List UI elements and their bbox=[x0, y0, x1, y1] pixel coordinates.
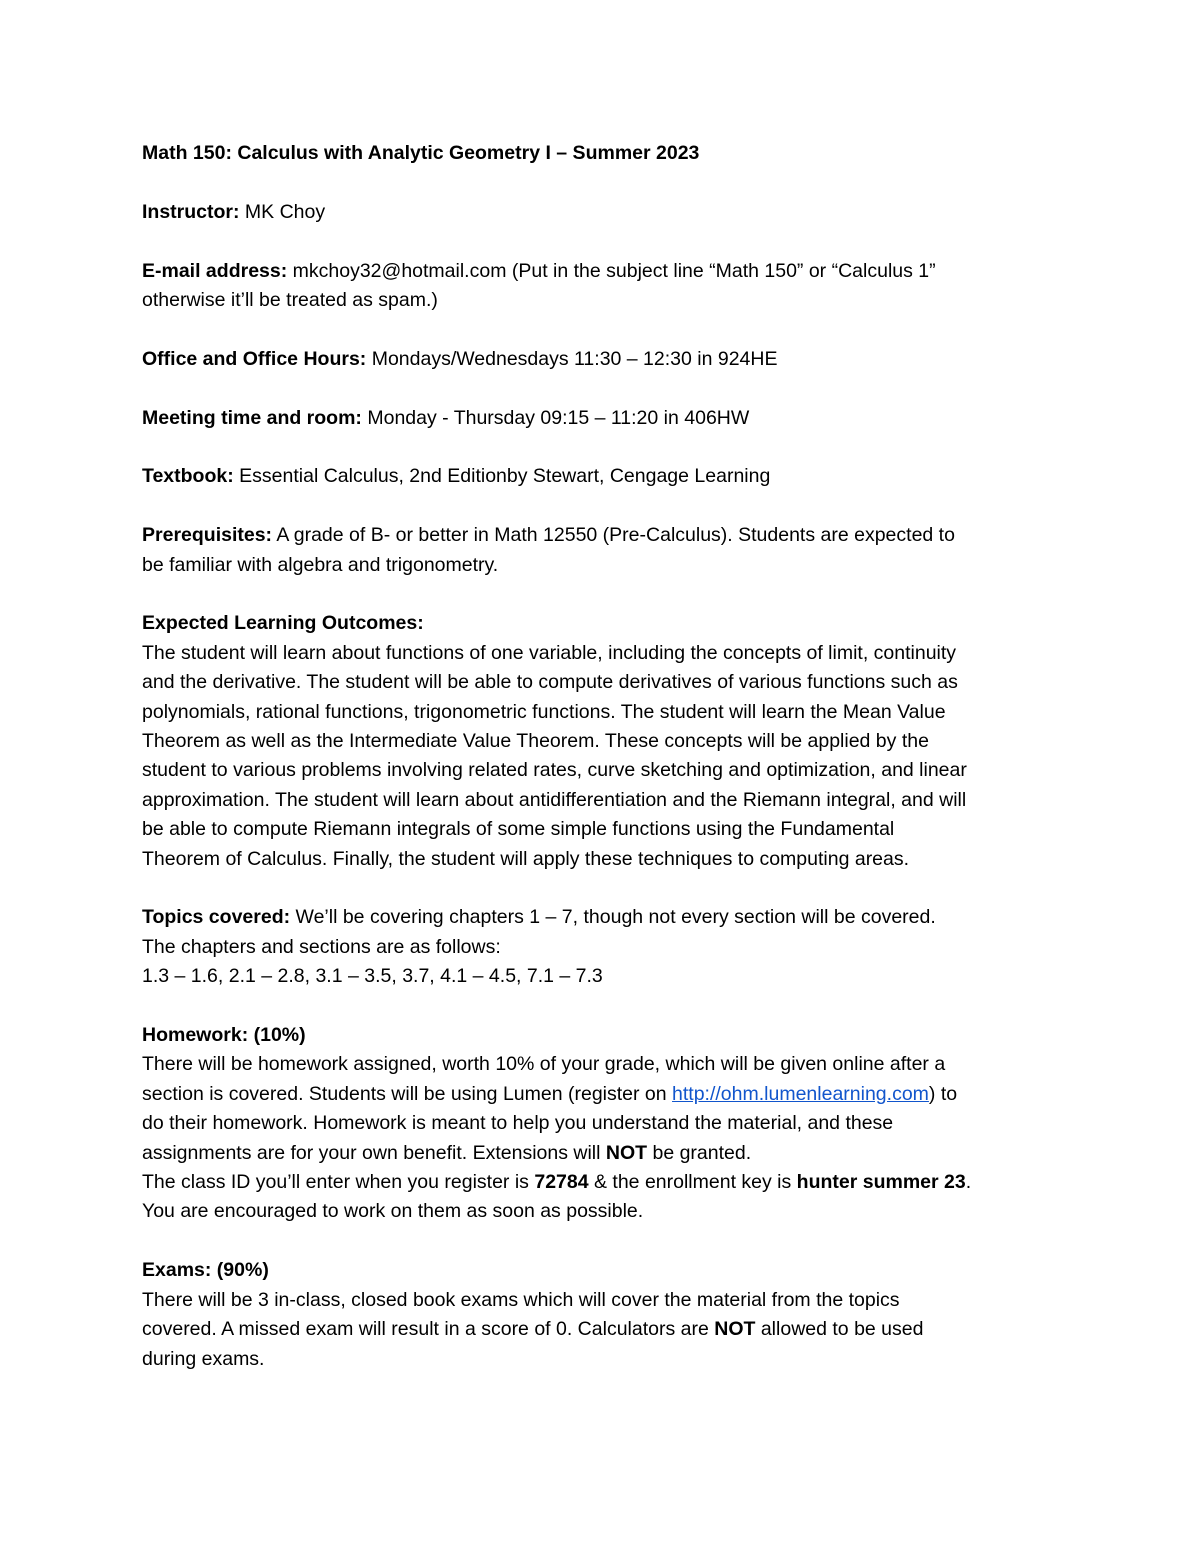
office-label: Office and Office Hours: bbox=[142, 347, 367, 370]
exams-line2-post: allowed to be used bbox=[755, 1318, 924, 1341]
instructor-label: Instructor: bbox=[142, 200, 240, 223]
homework-line1: There will be homework assigned, worth 10% of your grade, which will be given online after a bbox=[142, 1053, 946, 1076]
homework-line5-post: . bbox=[965, 1171, 972, 1194]
prerequisites-label: Prerequisites: bbox=[142, 524, 273, 547]
outcomes-line: student to various problems involving related rates, curve sketching and optimization, and linear bbox=[142, 759, 967, 782]
homework-line6: You are encouraged to work on them as soon as possible. bbox=[142, 1200, 644, 1223]
email-value: mkchoy32@hotmail.com (Put in the subject line “Math 150” or “Calculus 1” bbox=[287, 259, 936, 282]
prerequisites-paragraph bbox=[142, 521, 1067, 580]
homework-paragraph bbox=[142, 1021, 1067, 1227]
homework-line4-post: be granted. bbox=[647, 1141, 752, 1164]
topics-value: We’ll be covering chapters 1 – 7, though not every section will be covered. bbox=[290, 906, 936, 929]
meeting-paragraph bbox=[142, 404, 1067, 433]
textbook-label: Textbook: bbox=[142, 465, 234, 488]
homework-line2-post: ) to bbox=[928, 1082, 958, 1105]
topics-paragraph bbox=[142, 903, 1067, 991]
outcomes-line: Theorem as well as the Intermediate Value Theorem. These concepts will be applied by the bbox=[142, 730, 929, 753]
exams-not-emphasis: NOT bbox=[714, 1318, 756, 1341]
homework-not-emphasis: NOT bbox=[605, 1141, 648, 1164]
exams-line2-pre: covered. A missed exam will result in a score of 0. Calculators are bbox=[142, 1318, 715, 1341]
homework-line3: do their homework. Homework is meant to help you understand the material, and these bbox=[142, 1112, 894, 1135]
email-label: E-mail address: bbox=[142, 259, 288, 282]
outcomes-line: approximation. The student will learn about antidifferentiation and the Riemann integral, and will bbox=[142, 788, 967, 811]
homework-heading: Homework: (10%) bbox=[142, 1024, 306, 1047]
exams-paragraph bbox=[142, 1256, 1067, 1374]
textbook-value: Essential Calculus, 2nd Editionby Stewart, Cengage Learning bbox=[233, 465, 771, 488]
homework-line5-mid: & the enrollment key is bbox=[588, 1171, 797, 1194]
outcomes-line: polynomials, rational functions, trigonometric functions. The student will learn the Mean Value bbox=[142, 700, 946, 723]
enrollment-key: hunter summer 23 bbox=[796, 1171, 966, 1194]
class-id: 72784 bbox=[534, 1171, 589, 1194]
office-paragraph bbox=[142, 345, 1067, 374]
exams-line1: There will be 3 in-class, closed book exams which will cover the material from the topics bbox=[142, 1288, 900, 1311]
syllabus-page bbox=[142, 139, 1067, 1403]
prerequisites-value-line2: be familiar with algebra and trigonometry. bbox=[142, 553, 499, 576]
email-value-line2: otherwise it’ll be treated as spam.) bbox=[142, 289, 438, 311]
outcomes-line: and the derivative. The student will be able to compute derivatives of various functions such as bbox=[142, 671, 958, 694]
office-value: Mondays/Wednesdays 11:30 – 12:30 in 924HE bbox=[366, 347, 778, 370]
lumen-link[interactable]: http://ohm.lumenlearning.com bbox=[672, 1082, 929, 1105]
outcomes-paragraph bbox=[142, 609, 1067, 874]
topics-sections: 1.3 – 1.6, 2.1 – 2.8, 3.1 – 3.5, 3.7, 4.1 – 4.5, 7.1 – 7.3 bbox=[142, 965, 603, 988]
topics-label: Topics covered: bbox=[142, 906, 291, 929]
homework-line5-pre: The class ID you’ll enter when you register is bbox=[142, 1171, 535, 1194]
email-paragraph bbox=[142, 257, 1067, 316]
meeting-value: Monday - Thursday 09:15 – 11:20 in 406HW bbox=[361, 406, 750, 429]
meeting-label: Meeting time and room: bbox=[142, 406, 362, 429]
textbook-paragraph bbox=[142, 462, 1067, 491]
outcomes-line: be able to compute Riemann integrals of some simple functions using the Fundamental bbox=[142, 818, 895, 841]
outcomes-line: The student will learn about functions of one variable, including the concepts of limit, continuity bbox=[142, 641, 957, 664]
instructor-value: MK Choy bbox=[239, 200, 326, 223]
outcomes-heading: Expected Learning Outcomes: bbox=[142, 612, 424, 635]
outcomes-line: Theorem of Calculus. Finally, the student will apply these techniques to computing areas. bbox=[142, 847, 910, 870]
course-title-paragraph bbox=[142, 139, 1067, 168]
course-title: Math 150: Calculus with Analytic Geometry I – Summer 2023 bbox=[142, 142, 700, 164]
topics-line2: The chapters and sections are as follows: bbox=[142, 935, 501, 958]
homework-line4-pre: assignments are for your own benefit. Extensions will bbox=[142, 1141, 606, 1164]
exams-line3: during exams. bbox=[142, 1347, 265, 1370]
instructor-paragraph bbox=[142, 198, 1067, 227]
exams-heading: Exams: (90%) bbox=[142, 1259, 269, 1282]
homework-line2-pre: section is covered. Students will be using Lumen (register on bbox=[142, 1082, 673, 1105]
prerequisites-value: A grade of B- or better in Math 12550 (Pre-Calculus). Students are expected to bbox=[272, 524, 955, 547]
